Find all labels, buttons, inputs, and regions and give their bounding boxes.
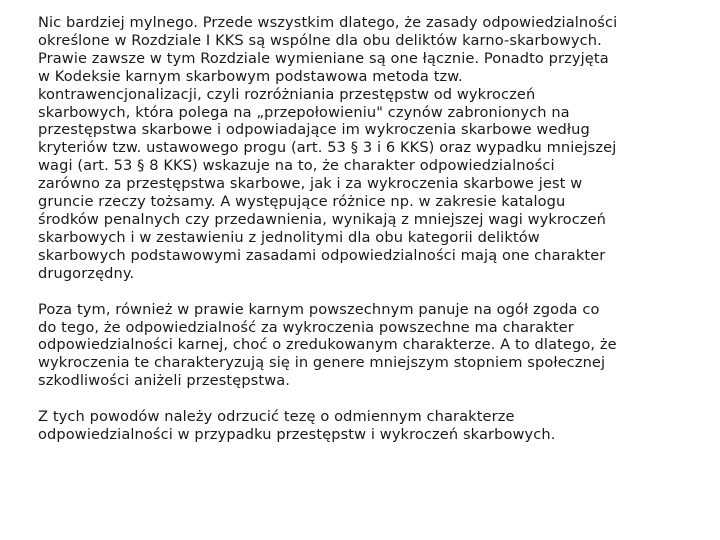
paragraph-3: Z tych powodów należy odrzucić tezę o odmiennym charakterze odpowiedzialności w przypadku przestępstw i wykroczeń skarbowych. xyxy=(38,408,556,444)
text-body xyxy=(38,14,680,444)
paragraph-2: Poza tym, również w prawie karnym powszechnym panuje na ogół zgoda co do tego, że odpowiedzialność za wykroczenia powszechne ma charakter odpowiedzialności karnej, choć o zredukowanym charakterze. A to dlatego, że wykroczenia te charakteryzują się in genere mniejszym stopniem społecznej szkodliwości aniżeli przestępstwa. xyxy=(38,300,617,390)
paragraph-1: Nic bardziej mylnego. Przede wszystkim dlatego, że zasady odpowiedzialności określone w Rozdziale I KKS są wspólne dla obu deliktów karno-skarbowych. Prawie zawsze w tym Rozdziale wymieniane są one łącznie. Ponadto przyjęta w Kodeksie karnym skarbowym podstawowa metoda tzw. kontrawencjonalizacji, czyli rozróżniania przestępstw od wykroczeń skarbowych, która polega na „przepołowieniu" czynów zabronionych na przestępstwa skarbowe i odpowiadające im wykroczenia skarbowe według kryteriów tzw. ustawowego progu (art. 53 § 3 i 6 KKS) oraz wypadku mniejszej wagi (art. 53 § 8 KKS) wskazuje na to, że charakter odpowiedzialności zarówno za przestępstwa skarbowe, jak i za wykroczenia skarbowe jest w gruncie rzeczy tożsamy. A występujące różnice np. w zakresie katalogu środków penalnych czy przedawnienia, wynikają z mniejszej wagi wykroczeń skarbowych i w zestawieniu z jednolitymi dla obu kategorii deliktów skarbowych podstawowymi zasadami odpowiedzialności mają one charakter drugorzędny. xyxy=(38,14,618,282)
